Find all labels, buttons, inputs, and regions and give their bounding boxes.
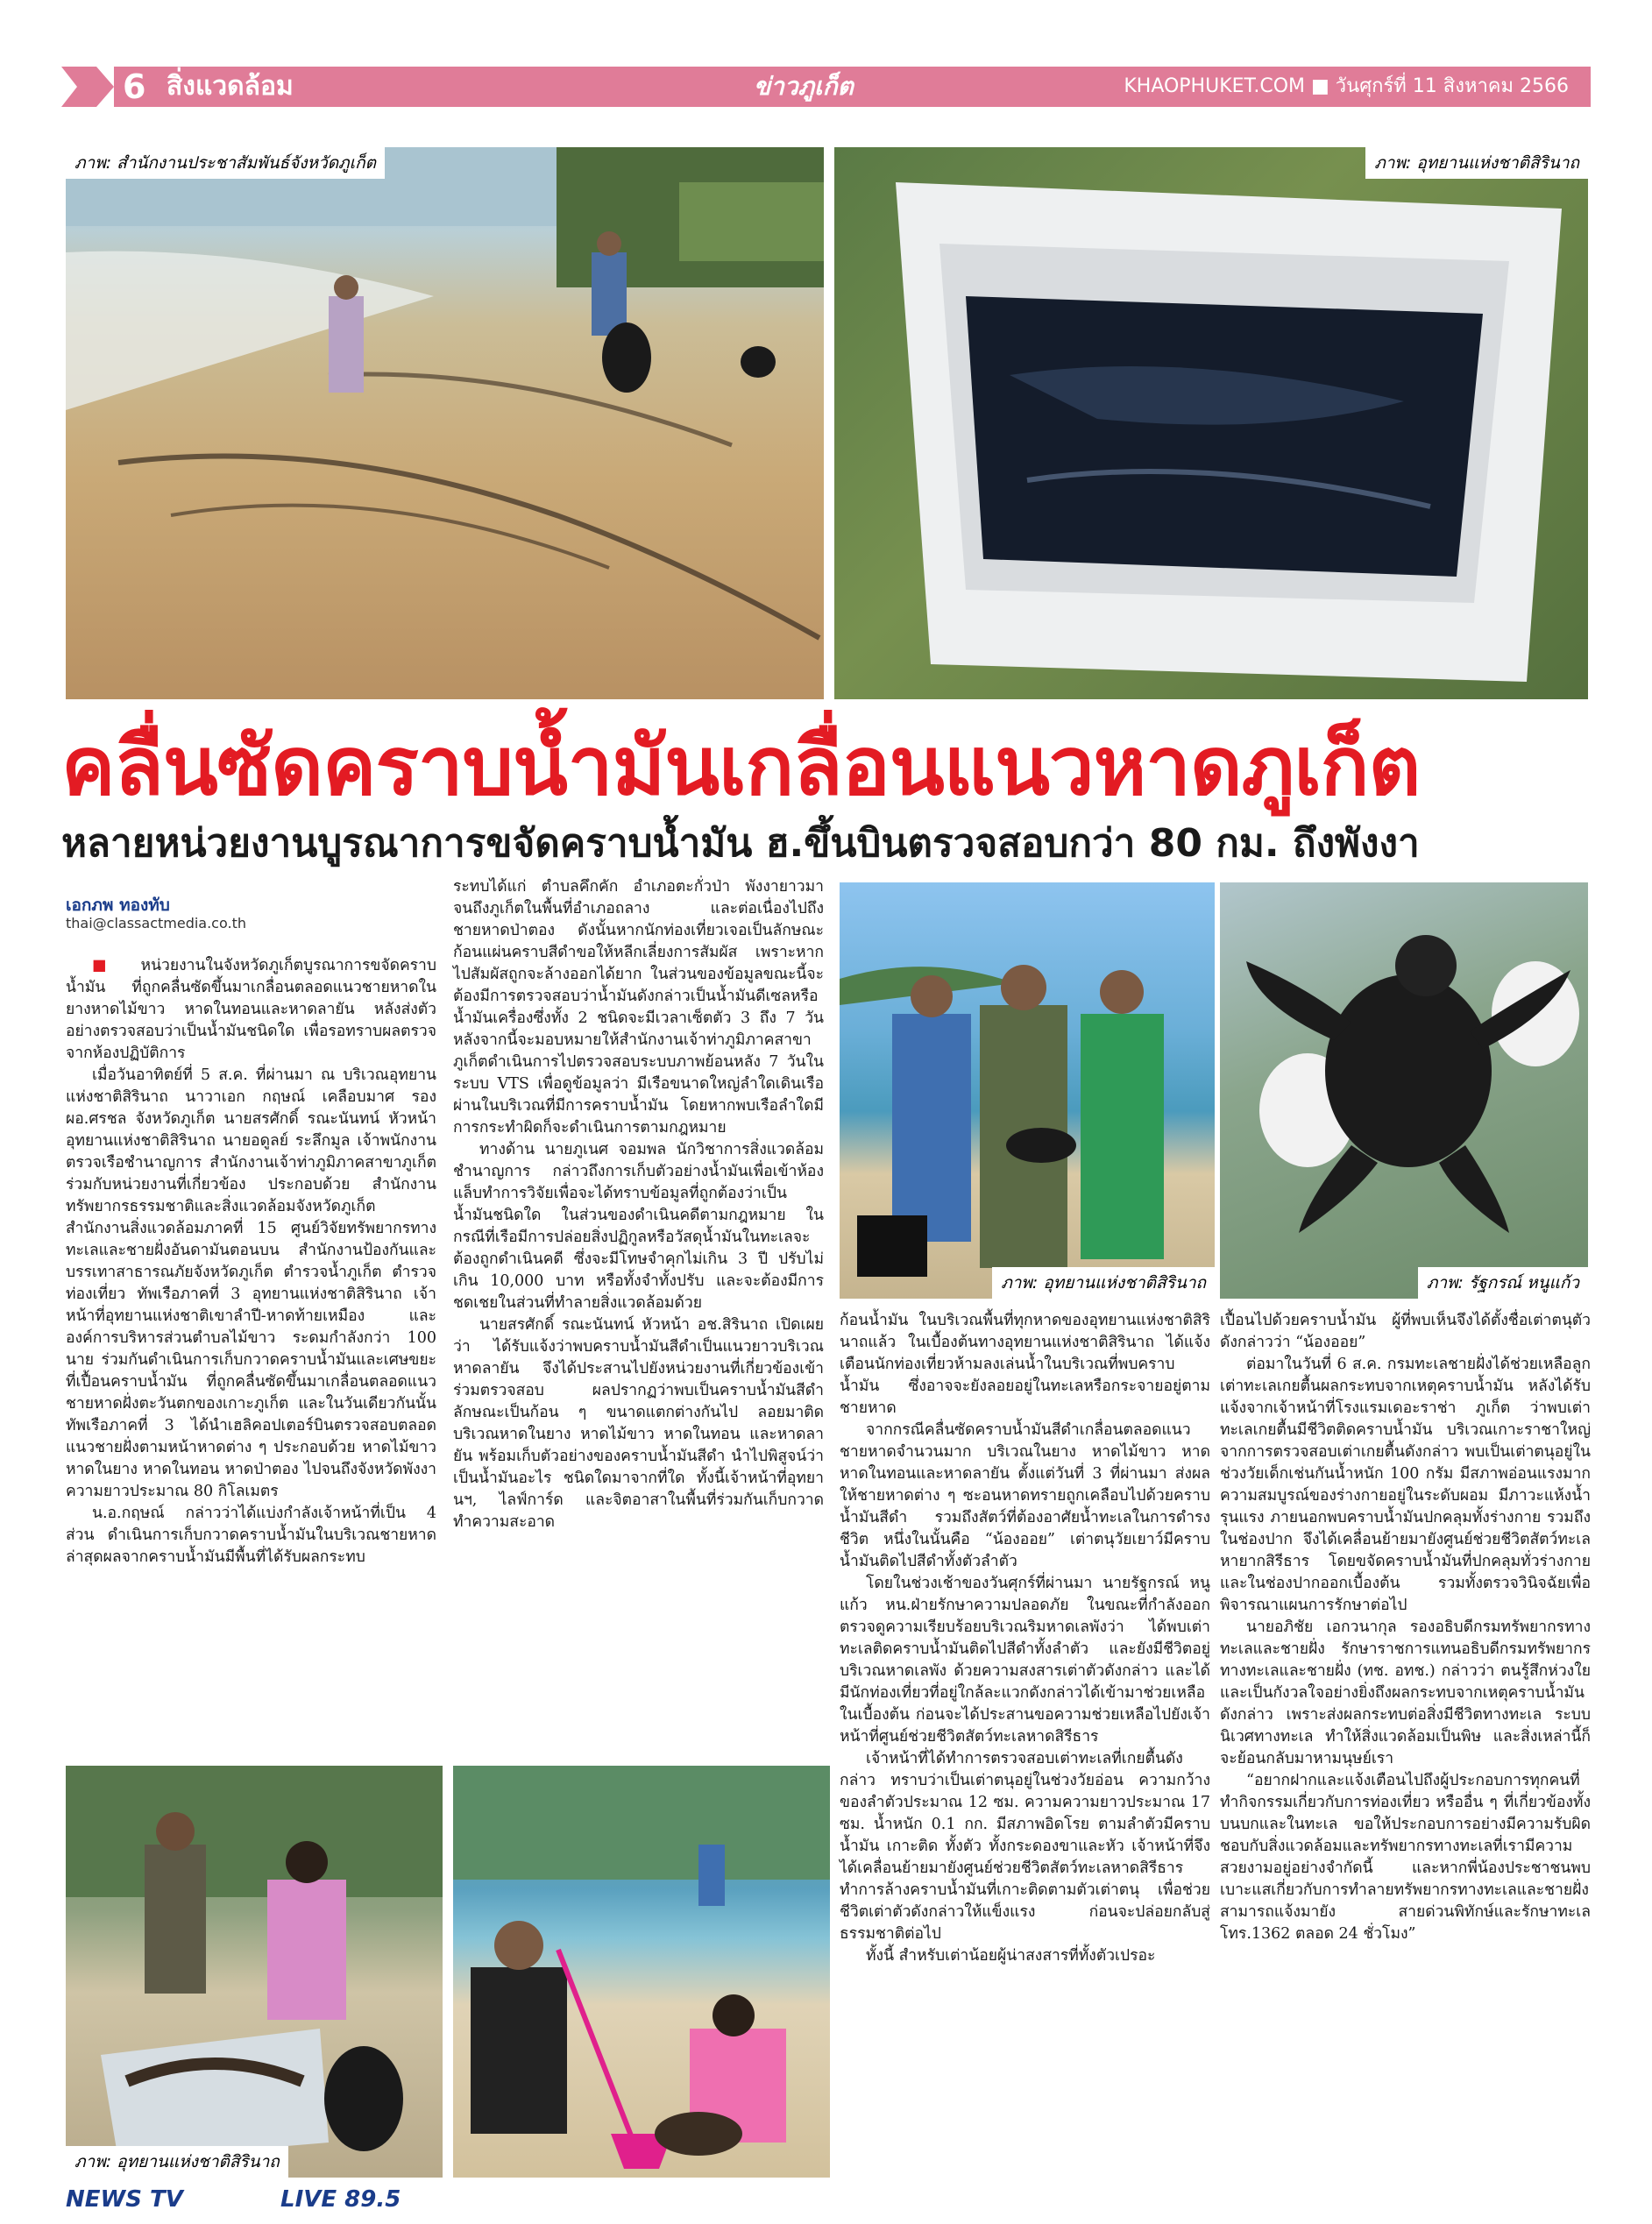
byline-author: เอกภพ ทองทับ [66,896,170,915]
photo-caption: ภาพ: อุทยานแห่งชาติสิรินาถ [1365,147,1588,179]
paragraph: “อยากฝากและแจ้งเตือนไปถึงผู้ประกอบการทุกคนที่ทำกิจกรรมเกี่ยวกับการท่องเที่ยว หรืออื่น ๆ ที่เกี่ยวข้องทั้งบนบกและในทะเล ขอให้ประกอบการอย่างมีความรับผิดชอบกับสิ่งแวดล้อมและทรัพยากรทางทะเลที่เรามีความสวยงามอยู่อย่างจำกัดนี้ และหากพี่น้องประชาชนพบเบาะแสเกี่ยวกับการทำลายทรัพยากรทางทะเลและชายฝั่ง สามารถแจ้งมายัง สายด่วนพิทักษ์และรักษาทะเล โทร.1362 ตลอด 24 ชั่วโมง” [1220,1772,1591,1943]
paragraph [66,955,436,1065]
photo-officials-on-beach [840,882,1215,1299]
photo-caption: ภาพ: รัฐกรณ์ หนูแก้ว [1418,1267,1588,1299]
paragraph: นายสรศักดิ์ รณะนันทน์ หัวหน้า อช.สิรินาถ เปิดเผยว่า ได้รับแจ้งว่าพบคราบน้ำมันสีดำเป็นแนวยาวบริเวณหาดลายัน จึงได้ประสานไปยังหน่วยงานที่เกี่ยวข้องเข้าร่วมตรวจสอบ ผลปรากฏว่าพบเป็นคราบน้ำมันสีดำ ลักษณะเป็นก้อน ๆ ขนาดแตกต่างกันไป ลอยมาติดบริเวณหาดในยาง หาดไม้ขาว หาดในทอน และหาดลายัน พร้อมเก็บตัวอย่างของคราบน้ำมันสีดำ นำไปพิสูจน์ว่าเป็นน้ำมันอะไร ชนิดใดมาจากที่ใด ทั้งนี้เจ้าหน้าที่อุทยานฯ, ไลฟ์การ์ด และจิตอาสาในพื้นที่ร่วมกันเก็บกวาดทำความสะอาด [453,1316,824,1531]
corner-arrow-icon [61,67,114,107]
live-radio-logo: LIVE 89.5 [280,2186,401,2213]
issue-date: วันศุกร์ที่ 11 สิงหาคม 2566 [1335,75,1569,97]
beach-scene-illustration [66,147,824,699]
paragraph: จากกรณีคลื่นซัดคราบน้ำมันสีดำเกลื่อนตลอดแนวชายหาดจำนวนมาก บริเวณในยาง หาดไม้ขาว หาด หาดในทอนและหาดลายัน ตั้งแต่วันที่ 3 ที่ผ่านมา ส่งผลให้ชายหาดต่าง ๆ ซะอนหาดทรายถูกเคลือบไปด้วยคราบน้ำมันสีดำ รวมถึงสัตว์ที่ต้องอาศัยน้ำทะเลในการดำรงชีวิต หนึ่งในนั้นคือ “น้องออย” เต่าตนุวัยเยาว์มีคราบน้ำมันติดไปสีดำทั้งตัวลำตัว [840,1421,1210,1570]
paragraph: ทางด้าน นายภูเนศ จอมพล นักวิชาการสิ่งแวดล้อมชำนาญการ กล่าวถึงการเก็บตัวอย่างน้ำมันเพื่อเข้าห้องแล็บทำการวิจัยเพื่อจะได้ทราบข้อมูลที่ถูกต้องว่าเป็นน้ำมันชนิดใด ในส่วนของดำเนินคดีตามกฎหมาย ในกรณีที่เรือมีการปล่อยสิ่งปฏิกูลหรือวัสดุน้ำมันในทะเลจะต้องถูกดำเนินคดี ซึ่งจะมีโทษจำคุกไม่เกิน 3 ปี ปรับไม่เกิน 10,000 บาท หรือทั้งจำทั้งปรับ และจะต้องมีการชดเชยในส่วนที่ทำลายสิ่งแวดล้อมด้วย [453,1141,824,1312]
paragraph: เมื่อวันอาทิตย์ที่ 5 ส.ค. ที่ผ่านมา ณ บริเวณอุทยานแห่งชาติสิรินาถ นาวาเอก กฤษณ์ เคลือบมาศ รอง ผอ.ศรชล จังหวัดภูเก็ต นายสรศักดิ์ รณะนันทน์ หัวหน้าอุทยานแห่งชาติสิรินาถ นายอดูลย์ ระลึกมูล เจ้าพนักงานตรวจเรือชำนาญการ สำนักงานเจ้าท่าภูมิภาคสาขาภูเก็ต ร่วมกับหน่วยงานที่เกี่ยวข้อง ประกอบด้วย สำนักงานทรัพยากรธรรมชาติและสิ่งแวดล้อมจังหวัดภูเก็ต สำนักงานสิ่งแวดล้อมภาคที่ 15 ศูนย์วิจัยทรัพยากรทางทะเลและชายฝั่งอันดามันตอนบน สำนักงานป้องกันและบรรเทาสาธารณภัยจังหวัดภูเก็ต ตำรวจน้ำภูเก็ต ตำรวจท่องเที่ยว ทัพเรือภาคที่ 3 อุทยานแห่งชาติสิรินาถ เจ้าหน้าที่อุทยานแห่งชาติเขาลำปี-หาดท้ายเหมือง และองค์การบริหารส่วนตำบลไม้ขาว ระดมกำลังกว่า 100 นาย ร่วมกันดำเนินการเก็บกวาดคราบน้ำมันและเศษขยะที่เปื้อนคราบน้ำมัน ที่ถูกคลื่นซัดขึ้นมาเกลื่อนตลอดแนวชายหาดฝั่งตะวันตกของเกาะภูเก็ต และในวันเดียวกันนั้นทัพเรือภาคที่ 3 ได้นำเฮลิคอปเตอร์บินตรวจสอบตลอดแนวชายฝั่งตามหน้าหาดต่าง ๆ ประกอบด้วย หาดไม้ขาว หาดในยาง หาดในทอน หาดป่าตอง ไปจนถึงจังหวัดพังงาความยาวประมาณ 80 กิโลเมตร [66,1066,436,1500]
paragraph: นายอภิชัย เอกวนากุล รองอธิบดีกรมทรัพยากรทางทะเลและชายฝั่ง รักษาราชการแทนอธิบดีกรมทรัพยากรทางทะเลและชายฝั่ง (ทช. อทช.) กล่าวว่า ตนรู้สึกห่วงใยและเป็นกังวลใจอย่างยิ่งถึงผลกระทบจากเหตุคราบน้ำมันดังกล่าว เพราะส่งผลกระทบต่อสิ่งมีชีวิตทางทะเล ระบบนิเวศทางทะเล ทำให้สิ่งแวดล้อมเป็นพิษ และสิ่งเหล่านี้ก็จะย้อนกลับมาหามนุษย์เรา [1220,1618,1591,1767]
masthead-logo: ข่าวภูเก็ต [754,72,854,101]
website[interactable]: KHAOPHUKET.COM [1124,75,1306,97]
article-column-2 [453,876,824,1748]
photo-oil-sample-box [834,147,1588,699]
subheadline: หลายหน่วยงานบูรณาการขจัดคราบน้ำมัน ฮ.ขึ้นบินตรวจสอบกว่า 80 กม. ถึงพังงา [61,821,1420,866]
paragraph: ต่อมาในวันที่ 6 ส.ค. กรมทะเลชายฝั่งได้ช่วยเหลือลูกเต่าทะเลเกยตื้นผลกระทบจากเหตุคราบน้ำมัน หลังได้รับแจ้งจากเจ้าหน้าที่โรงแรมเดอะราช่า ภูเก็ต ว่าพบเต่าทะเลเกยตื้นมีชีวิตติดคราบน้ำมัน บริเวณเกาะราชาใหญ่ จากการตรวจสอบเต่าเกยตื้นดังกล่าว พบเป็นเต่าตนุอยู่ในช่วงวัยเด็กเช่นกันน้ำหนัก 100 กรัม มีสภาพอ่อนแรงมาก ความสมบูรณ์ของร่างกายอยู่ในระดับผอม มีภาวะแห้งน้ำรุนแรง ภายนอกพบคราบน้ำมันปกคลุมทั้งร่างกาย รวมถึงในช่องปาก จึงได้เคลื่อนย้ายมายังศูนย์ช่วยชีวิตสัตว์ทะเลหายากสิรีธาร โดยขจัดคราบน้ำมันที่ปกคลุมทั่วร่างกายและในช่องปากออกเบื้องต้น รวมทั้งตรวจวินิจฉัยเพื่อพิจารณาแผนการรักษาต่อไป [1220,1356,1591,1614]
photo-caption: ภาพ: สำนักงานประชาสัมพันธ์จังหวัดภูเก็ต [66,147,385,179]
paragraph: ทั้งนี้ สำหรับเต่าน้อยผู้น่าสงสารที่ทั้งตัวเปรอะ [866,1947,1156,1965]
cleanup-illustration [66,1766,443,2178]
paragraph: เจ้าหน้าที่ได้ทำการตรวจสอบเต่าทะเลที่เกยตื้นดังกล่าว ทราบว่าเป็นเต่าตนุอยู่ในช่วงวัยอ่อน ความกว้างของลำตัวประมาณ 12 ซม. ความความยาวประมาณ 17 ซม. น้ำหนัก 0.1 กก. มีสภาพอิดโรย ตามลำตัวมีคราบน้ำมัน เกาะติด ทั้งตัว ทั้งกระดองขาและหัว เจ้าหน้าที่จึงได้เคลื่อนย้ายมายังศูนย์ช่วยชีวิตสัตว์ทะเลหาดสิรีธาร ทำการล้างคราบน้ำมันที่เกาะติดตามตัวเต่าตนุ เพื่อช่วยชีวิตเต่าตัวดังกล่าวให้แข็งแรง ก่อนจะปล่อยกลับสู่ธรรมชาติต่อไป [840,1750,1210,1943]
raking-illustration [453,1766,830,2178]
article-column-1 [66,955,436,1748]
page-number: 6 [123,67,146,106]
paragraph: เปื้อนไปด้วยคราบน้ำมัน ผู้ที่พบเห็นจึงได้ตั้งชื่อเต่าตนุตัวดังกล่าวว่า “น้องออย” [1220,1312,1591,1351]
paragraph: ก้อนน้ำมัน ในบริเวณพื้นที่ทุกหาดของอุทยานแห่งชาติสิรินาถแล้ว ในเบื้องต้นทางอุทยานแห่งชาติสิรินาถ ได้แจ้งเตือนนักท่องเที่ยวห้ามลงเล่นน้ำในบริเวณที่พบคราบน้ำมัน ซึ่งอาจจะยังลอยอยู่ในทะเลหรือกระจายอยู่ตามชายหาด [840,1312,1210,1417]
news-tv-logo: NEWS TV [66,2186,183,2213]
bullet-square-icon: ■ [92,957,136,974]
dateline [1124,67,1569,107]
photo-caption: ภาพ: อุทยานแห่งชาติสิรินาถ [992,1267,1215,1299]
paragraph: โดยในช่วงเช้าของวันศุกร์ที่ผ่านมา นายรัฐกรณ์ หนูแก้ว หน.ฝ่ายรักษาความปลอดภัย ในขณะที่กำลังออกตรวจดูความเรียบร้อยบริเวณริมหาดเลพังว่า ได้พบเต่าทะเลติดคราบน้ำมันติดไปสีดำทั้งลำตัว และยังมีชีวิตอยู่บริเวณหาดเลพัง ด้วยความสงสารเต่าตัวดังกล่าว และได้มีนักท่องเที่ยวที่อยู่ใกล้ละแวกดังกล่าวได้เข้ามาช่วยเหลือในเบื้องต้น ก่อนจะได้ประสานขอความช่วยเหลือไปยังเจ้าหน้าที่ศูนย์ช่วยชีวิตสัตว์ทะเลหาดสิรีธาร [840,1575,1210,1746]
paragraph-text: หน่วยงานในจังหวัดภูเก็ตบูรณาการขจัดคราบน้ำมัน ที่ถูกคลื่นซัดขึ้นมาเกลื่อนตลอดแนวชายหาดในยางหาดไม้ขาว หาดในทอนและหาดลายัน หลังส่งตัวอย่างตรวจสอบว่าเป็นน้ำมันชนิดใด เพื่อรอทราบผลตรวจจากห้องปฏิบัติการ [66,957,436,1062]
oil-box-illustration [834,147,1588,699]
photo-caption: ภาพ: อุทยานแห่งชาติสิรินาถ [66,2146,288,2178]
photo-oiled-turtle [1220,882,1588,1299]
corner-logo [61,67,114,107]
paragraph: น.อ.กฤษณ์ กล่าวว่าได้แบ่งกำลังเจ้าหน้าที่เป็น 4 ส่วน ดำเนินการเก็บกวาดคราบน้ำมันในบริเวณชายหาด ล่าสุดผลจากคราบน้ำมันมีพื้นที่ได้รับผลกระทบ [66,1505,436,1566]
officials-illustration [840,882,1215,1299]
photo-volunteers-raking [453,1766,830,2178]
byline-email[interactable]: thai@classactmedia.co.th [66,915,246,931]
turtle-illustration [1220,882,1588,1299]
section-title: สิ่งแวดล้อม [167,71,294,102]
photo-volunteers-cleanup [66,1766,443,2178]
paragraph: ระทบได้แก่ ตำบลคึกคัก อำเภอตะกั่วป่า พังงายาวมาจนถึงภูเก็ตในพื้นที่อำเภอถลาง และต่อเนื่องไปถึงชายหาดป่าตอง ดังนั้นหากนักท่องเที่ยวเจอเป็นลักษณะก้อนแผ่นคราบสีดำขอให้หลีกเลี่ยงการสัมผัส เพราะหากไปสัมผัสถูกจะล้างออกได้ยาก ในส่วนของข้อมูลขณะนี้จะต้องมีการตรวจสอบว่าน้ำมันดังกล่าวเป็นน้ำมันดีเซลหรือน้ำมันเครื่องซึ่งทั้ง 2 ชนิดจะมีเวลาเซ็ตตัว 3 ถึง 7 วัน หลังจากนี้จะมอบหมายให้สำนักงานเจ้าท่าภูมิภาคสาขาภูเก็ตดำเนินการไปตรวจสอบระบบภาพย้อนหลัง 7 วันในระบบ VTS เพื่อดูข้อมูลว่า มีเรือขนาดใหญ่ลำใดเดินเรือผ่านในบริเวณที่มีการคราบน้ำมัน โดยหากพบเรือลำใดมีการกระทำผิดก็จะดำเนินการตามกฎหมาย [453,878,824,1137]
separator-icon: ■ [1311,75,1336,97]
headline: คลื่นซัดคราบน้ำมันเกลื่อนแนวหาดภูเก็ต [61,719,1421,813]
article-column-3 [840,1310,1210,2178]
photo-beach-cleanup [66,147,824,699]
article-column-4 [1220,1310,1591,2178]
